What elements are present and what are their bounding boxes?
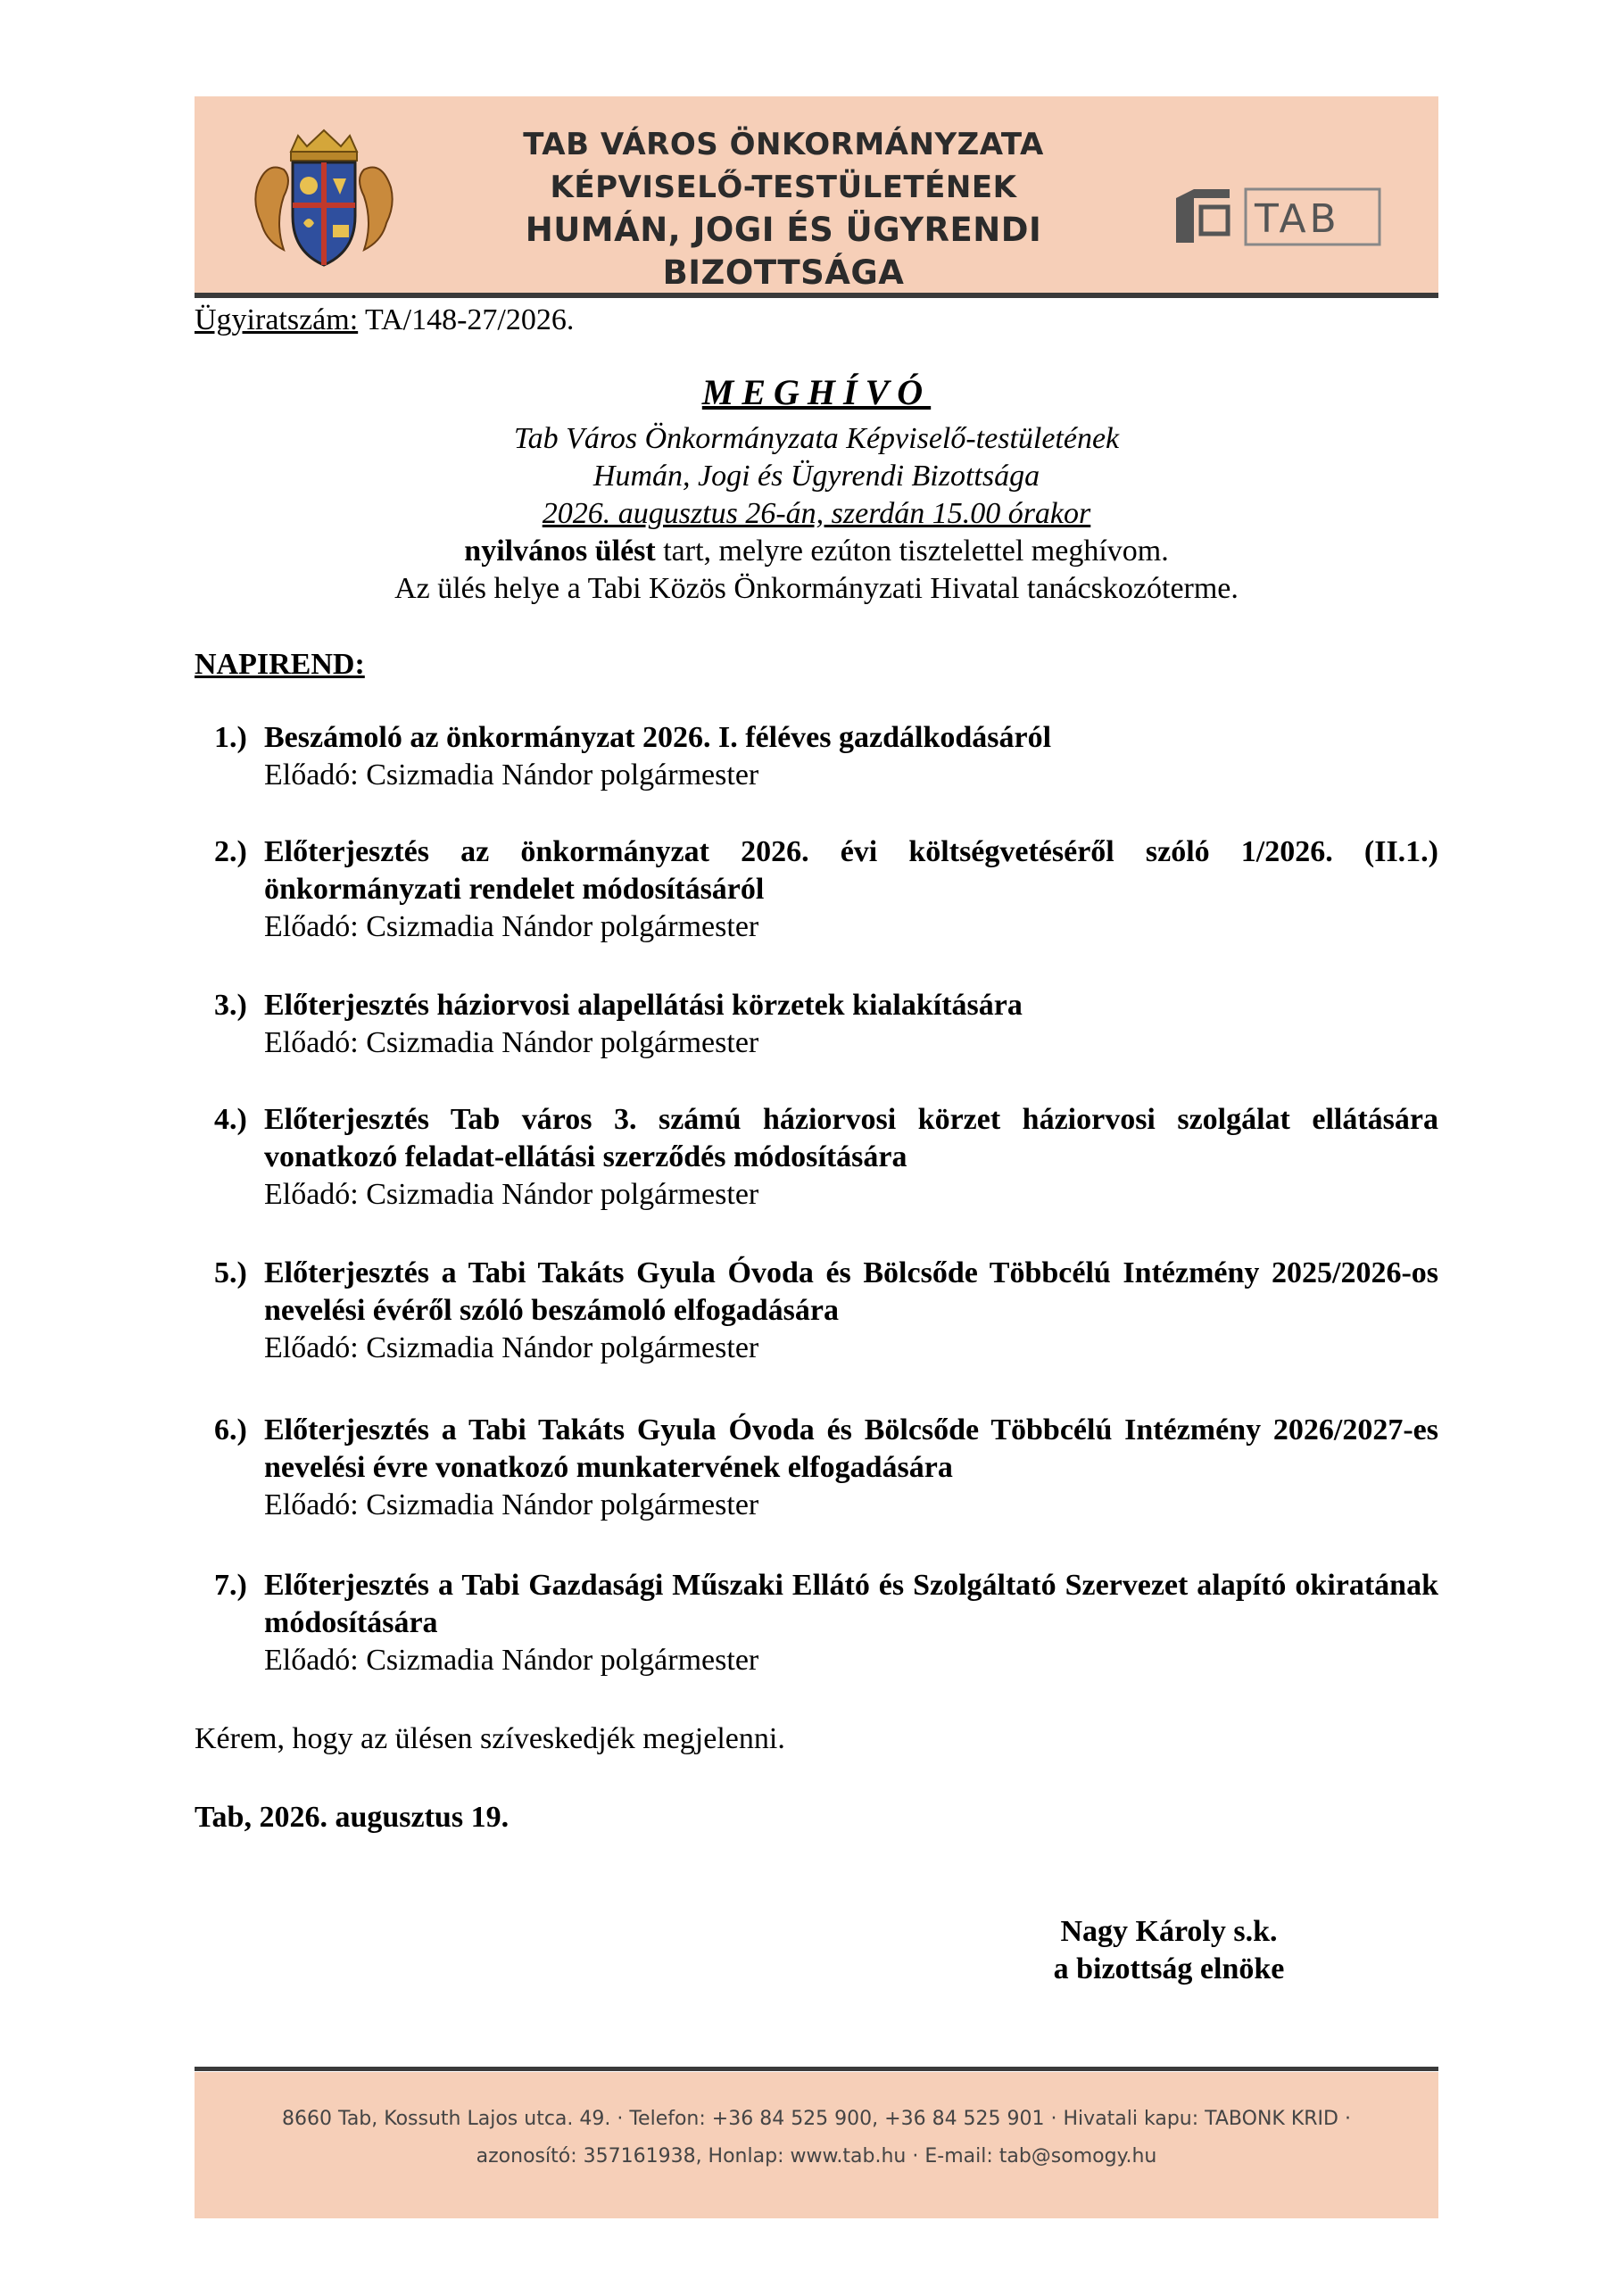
invitation-line-1: Tab Város Önkormányzata Képviselő-testületének	[513, 422, 1120, 455]
agenda-item-number: 6.)	[214, 1413, 247, 1446]
agenda-item	[214, 987, 1438, 1062]
agenda-item	[214, 719, 1438, 794]
meeting-location: Az ülés helye a Tabi Közös Önkormányzati Hivatal tanácskozóterme.	[394, 572, 1239, 605]
letterhead	[195, 96, 1438, 293]
agenda-item-presenter: Előadó: Csizmadia Nándor polgármester	[264, 910, 759, 943]
agenda-item	[214, 833, 1438, 946]
agenda-item-presenter: Előadó: Csizmadia Nándor polgármester	[264, 1488, 759, 1521]
tab-logo-text: TAB	[1255, 196, 1340, 242]
agenda-item	[214, 1567, 1438, 1679]
public-meeting-text: nyilvános ülést	[464, 535, 656, 568]
header-line-2: KÉPVISELŐ-TESTÜLETÉNEK	[550, 170, 1017, 205]
agenda-item-number: 4.)	[214, 1103, 247, 1136]
invitation-line-2: Humán, Jogi és Ügyrendi Bizottsága	[592, 460, 1040, 493]
header-line-1: TAB VÁROS ÖNKORMÁNYZATA	[523, 127, 1044, 162]
header-divider	[195, 293, 1438, 298]
agenda-item-presenter: Előadó: Csizmadia Nándor polgármester	[264, 1644, 759, 1677]
agenda-item-title: Előterjesztés a Tabi Takáts Gyula Óvoda és Bölcsőde Többcélú Intézmény 2025/2026-os nevelési évéről szóló beszámoló elfogadására	[264, 1256, 1438, 1327]
coat-of-arms-icon	[248, 125, 400, 268]
place-and-date: Tab, 2026. augusztus 19.	[195, 1801, 510, 1834]
invitation-line-4	[195, 534, 1438, 569]
agenda-item-number: 3.)	[214, 989, 247, 1022]
meeting-date-time: 2026. augusztus 26-án, szerdán 15.00 órakor	[542, 497, 1091, 530]
agenda-item-title: Előterjesztés a Tabi Gazdasági Műszaki Ellátó és Szolgáltató Szervezet alapító okiratának módosítására	[264, 1569, 1438, 1639]
footer-contact-line-2: azonosító: 357161938, Honlap: www.tab.hu · E-mail: tab@somogy.hu	[476, 2145, 1157, 2168]
agenda-item-number: 7.)	[214, 1569, 247, 1602]
agenda-item-number: 1.)	[214, 721, 247, 754]
agenda-item-title: Beszámoló az önkormányzat 2026. I. féléves gazdálkodásáról	[264, 721, 1052, 754]
signatory-role: a bizottság elnöke	[1053, 1952, 1285, 1985]
closing-request: Kérem, hogy az ülésen szíveskedjék megjelenni.	[195, 1722, 785, 1755]
file-number-label: Ügyiratszám:	[195, 303, 359, 336]
file-number-value: TA/148-27/2026.	[358, 303, 575, 336]
agenda-item-title: Előterjesztés háziorvosi alapellátási körzetek kialakítására	[264, 989, 1023, 1022]
agenda-item-number: 5.)	[214, 1256, 247, 1289]
agenda-item-presenter: Előadó: Csizmadia Nándor polgármester	[264, 1026, 759, 1059]
agenda-item-title: Előterjesztés Tab város 3. számú háziorvosi körzet háziorvosi szolgálat ellátására vonatkozó feladat-ellátási szerződés módosítására	[264, 1103, 1438, 1173]
agenda-item-presenter: Előadó: Csizmadia Nándor polgármester	[264, 1178, 759, 1211]
agenda-item-title: Előterjesztés a Tabi Takáts Gyula Óvoda és Bölcsőde Többcélú Intézmény 2026/2027-es nevelési évre vonatkozó munkatervének elfogadására	[264, 1413, 1438, 1484]
footer-divider	[195, 2067, 1438, 2071]
file-number	[195, 303, 574, 337]
invitation-title: MEGHÍVÓ	[701, 372, 932, 412]
agenda-item-title: Előterjesztés az önkormányzat 2026. évi költségvetéséről szóló 1/2026. (II.1.) önkormányzati rendelet módosításáról	[264, 835, 1438, 906]
agenda-item	[214, 1412, 1438, 1524]
footer	[195, 2072, 1438, 2218]
agenda-item-presenter: Előadó: Csizmadia Nándor polgármester	[264, 758, 759, 792]
agenda-item	[214, 1101, 1438, 1214]
footer-contact-line-1: 8660 Tab, Kossuth Lajos utca. 49. · Telefon: +36 84 525 900, +36 84 525 901 · Hivatali kapu: TABONK KRID ·	[282, 2108, 1351, 2130]
header-line-3: HUMÁN, JOGI ÉS ÜGYRENDI BIZOTTSÁGA	[525, 211, 1042, 292]
invitation-line-4-rest: tart, melyre ezúton tisztelettel meghívom.	[655, 535, 1169, 568]
agenda-item	[214, 1255, 1438, 1367]
agenda-item-number: 2.)	[214, 835, 247, 868]
agenda-item-presenter: Előadó: Csizmadia Nándor polgármester	[264, 1331, 759, 1364]
header-titles	[400, 123, 1167, 294]
signatory-name: Nagy Károly s.k.	[1060, 1915, 1278, 1948]
agenda-heading: NAPIREND:	[195, 648, 365, 681]
